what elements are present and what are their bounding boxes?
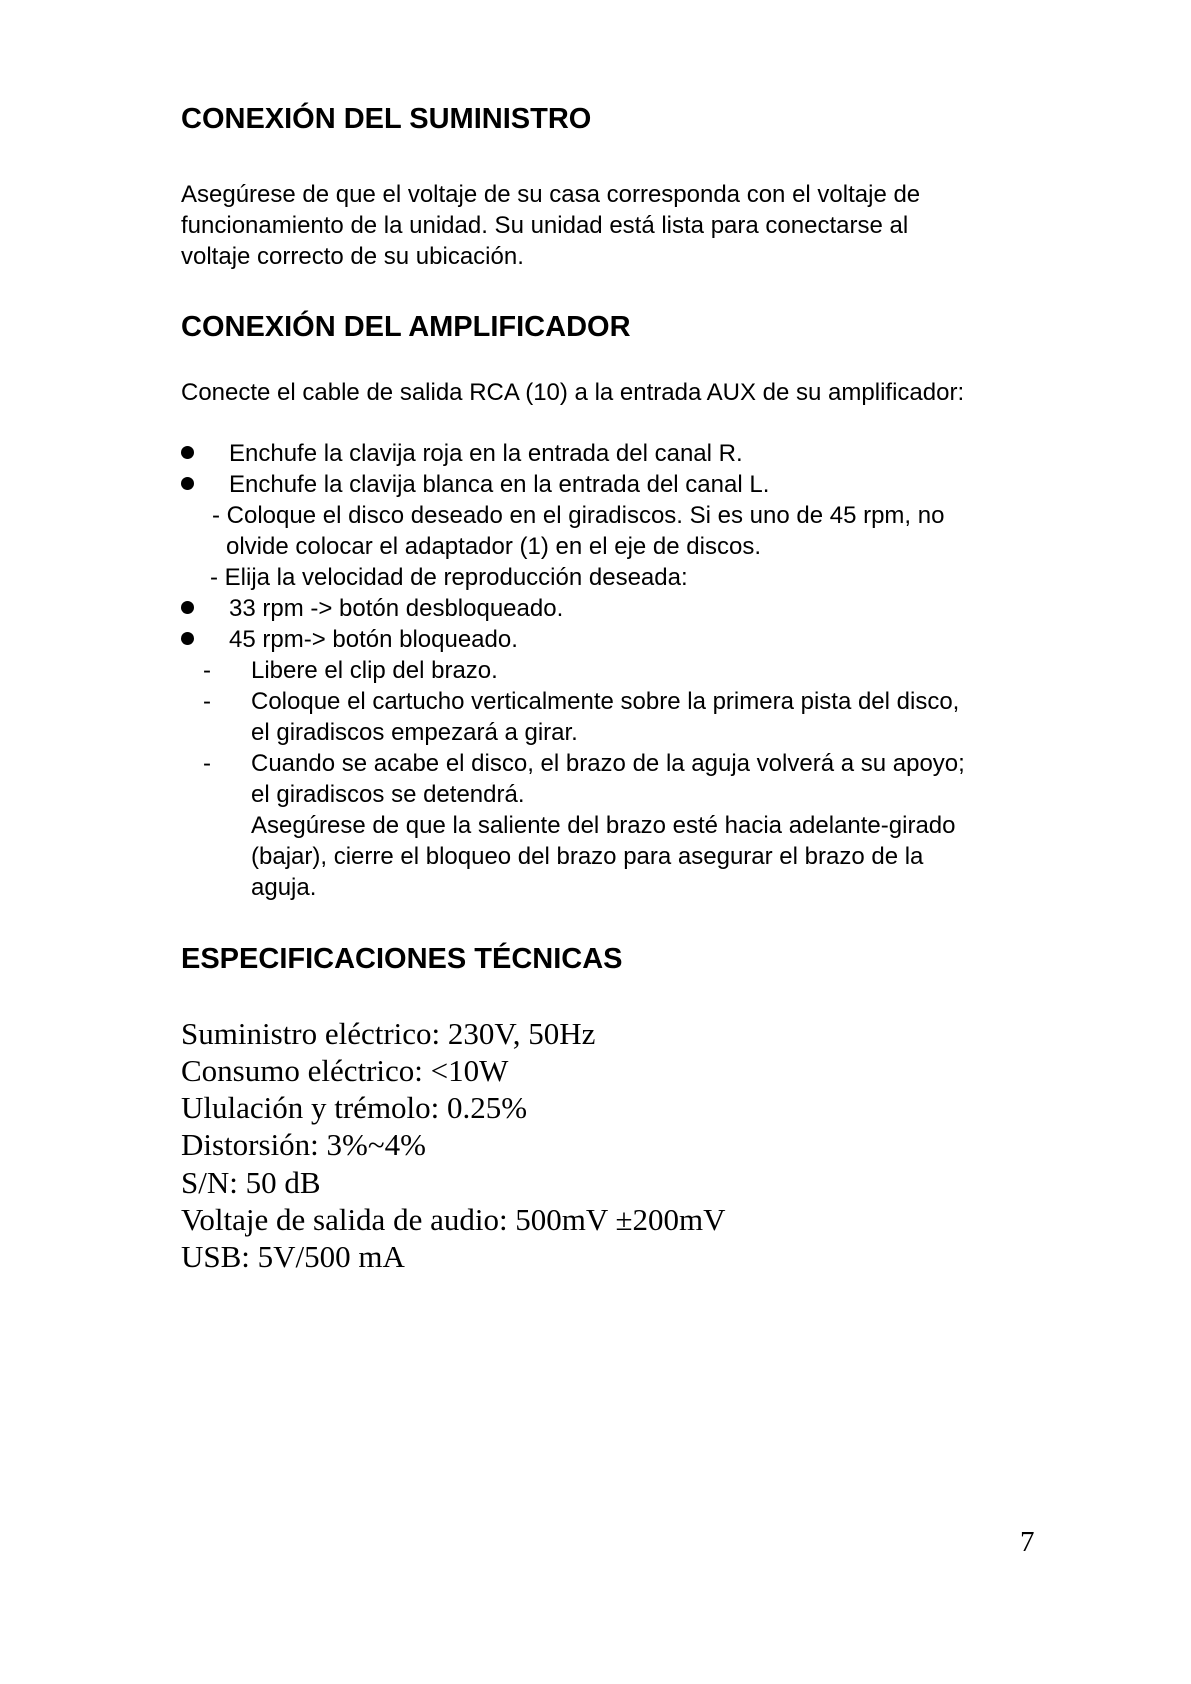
list-item: Enchufe la clavija roja en la entrada del canal R. (229, 440, 743, 467)
list-item: Cuando se acabe el disco, el brazo de la aguja volverá a su apoyo; (251, 750, 965, 777)
section-title-power: CONEXIÓN DEL SUMINISTRO (181, 103, 592, 135)
spec-item: Consumo eléctrico: <10W (181, 1053, 509, 1088)
amp-intro: Conecte el cable de salida RCA (10) a la entrada AUX de su amplificador: (181, 379, 965, 406)
step-text: - Coloque el disco deseado en el giradiscos. Si es uno de 45 rpm, no (212, 502, 945, 529)
dash-marker: - (203, 657, 211, 684)
spec-item: USB: 5V/500 mA (181, 1239, 405, 1274)
spec-item: Ululación y trémolo: 0.25% (181, 1090, 528, 1125)
dash-marker: - (203, 750, 211, 777)
spec-item: Voltaje de salida de audio: 500mV ±200mV (181, 1202, 726, 1237)
note-text: Asegúrese de que la saliente del brazo esté hacia adelante-girado (251, 812, 956, 839)
step-text: olvide colocar el adaptador (1) en el eje de discos. (226, 533, 761, 560)
bullet-icon (181, 477, 194, 490)
spec-item: Suministro eléctrico: 230V, 50Hz (181, 1016, 596, 1051)
list-item: el giradiscos se detendrá. (251, 781, 525, 808)
list-item: Coloque el cartucho verticalmente sobre la primera pista del disco, (251, 688, 960, 715)
bullet-icon (181, 446, 194, 459)
section-title-amplifier: CONEXIÓN DEL AMPLIFICADOR (181, 311, 631, 343)
power-text-line: Asegúrese de que el voltaje de su casa corresponda con el voltaje de (181, 181, 921, 208)
list-item: Libere el clip del brazo. (251, 657, 498, 684)
power-text-line: funcionamiento de la unidad. Su unidad está lista para conectarse al (181, 212, 909, 239)
power-text-line: voltaje correcto de su ubicación. (181, 243, 524, 270)
step-text: - Elija la velocidad de reproducción deseada: (210, 564, 688, 591)
list-item: el giradiscos empezará a girar. (251, 719, 578, 746)
note-text: (bajar), cierre el bloqueo del brazo para asegurar el brazo de la (251, 843, 924, 870)
spec-item: Distorsión: 3%~4% (181, 1127, 426, 1162)
bullet-icon (181, 632, 194, 645)
list-item: 33 rpm -> botón desbloqueado. (229, 595, 564, 622)
list-item: Enchufe la clavija blanca en la entrada del canal L. (229, 471, 770, 498)
dash-marker: - (203, 688, 211, 715)
spec-item: S/N: 50 dB (181, 1165, 321, 1200)
note-text: aguja. (251, 874, 317, 901)
list-item: 45 rpm-> botón bloqueado. (229, 626, 518, 653)
page-number: 7 (1020, 1526, 1035, 1558)
bullet-icon (181, 601, 194, 614)
section-title-specs: ESPECIFICACIONES TÉCNICAS (181, 943, 623, 975)
